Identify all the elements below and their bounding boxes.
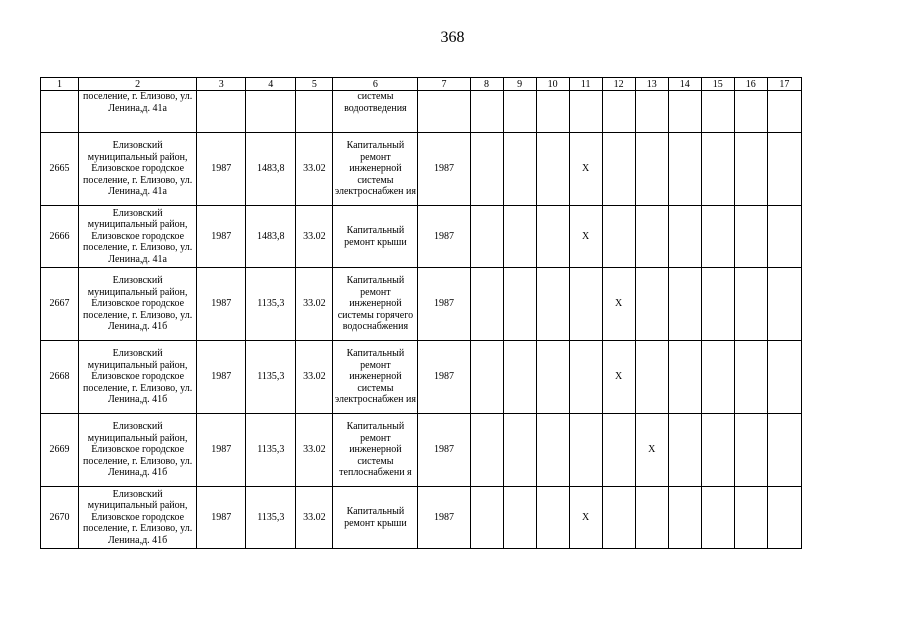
mark-cell [668, 133, 701, 206]
empty-cell [701, 91, 734, 133]
mark-cell [503, 133, 536, 206]
mark-cell: X [569, 133, 602, 206]
table-row [41, 414, 802, 487]
mark-cell [767, 133, 801, 206]
row-number-cell: 2665 [41, 133, 79, 206]
construction-year-cell: 1987 [197, 414, 246, 487]
construction-year-cell: 1987 [197, 341, 246, 414]
code-cell: 33.02 [296, 341, 333, 414]
mark-cell [734, 268, 767, 341]
row-number-cell [41, 91, 79, 133]
plan-year-cell: 1987 [418, 414, 470, 487]
mark-cell [536, 133, 569, 206]
mark-cell [569, 341, 602, 414]
mark-cell: X [635, 414, 668, 487]
mark-cell [503, 268, 536, 341]
empty-cell [246, 91, 296, 133]
work-type-cell: Капитальный ремонт инженерной системы электроснабжен ия [333, 341, 418, 414]
empty-cell [767, 91, 801, 133]
column-header: 9 [503, 78, 536, 91]
mark-cell [536, 206, 569, 268]
mark-cell [470, 206, 503, 268]
empty-cell [296, 91, 333, 133]
column-header: 6 [333, 78, 418, 91]
mark-cell [602, 133, 635, 206]
mark-cell [635, 341, 668, 414]
mark-cell [536, 414, 569, 487]
mark-cell [569, 414, 602, 487]
empty-cell [503, 91, 536, 133]
area-cell: 1483,8 [246, 133, 296, 206]
mark-cell [536, 341, 569, 414]
mark-cell [734, 341, 767, 414]
area-cell: 1135,3 [246, 268, 296, 341]
column-header: 4 [246, 78, 296, 91]
row-number-cell: 2666 [41, 206, 79, 268]
mark-cell [668, 268, 701, 341]
plan-year-cell: 1987 [418, 268, 470, 341]
mark-cell: X [602, 268, 635, 341]
mark-cell [635, 268, 668, 341]
mark-cell [767, 487, 801, 549]
construction-year-cell: 1987 [197, 268, 246, 341]
registry-table [40, 77, 802, 549]
column-header: 7 [418, 78, 470, 91]
empty-cell [569, 91, 602, 133]
construction-year-cell: 1987 [197, 133, 246, 206]
column-header: 16 [734, 78, 767, 91]
address-cell: Елизовский муниципальный район, Елизовское городское поселение, г. Елизово, ул. Ленина,д. 41а [79, 206, 197, 268]
column-header: 15 [701, 78, 734, 91]
table-row [41, 341, 802, 414]
column-header: 14 [668, 78, 701, 91]
mark-cell [470, 414, 503, 487]
mark-cell: X [569, 206, 602, 268]
code-cell: 33.02 [296, 268, 333, 341]
area-cell: 1135,3 [246, 341, 296, 414]
code-cell: 33.02 [296, 206, 333, 268]
mark-cell [602, 414, 635, 487]
mark-cell [536, 487, 569, 549]
mark-cell [701, 268, 734, 341]
mark-cell [635, 206, 668, 268]
mark-cell [602, 206, 635, 268]
mark-cell [635, 133, 668, 206]
area-cell: 1135,3 [246, 487, 296, 549]
mark-cell [734, 133, 767, 206]
mark-cell [668, 414, 701, 487]
work-type-cell: Капитальный ремонт крыши [333, 487, 418, 549]
work-type-cell: Капитальный ремонт инженерной системы теплоснабжени я [333, 414, 418, 487]
address-cell: Елизовский муниципальный район, Елизовское городское поселение, г. Елизово, ул. Ленина,д. 41а [79, 133, 197, 206]
plan-year-cell: 1987 [418, 133, 470, 206]
mark-cell [503, 414, 536, 487]
plan-year-cell: 1987 [418, 341, 470, 414]
column-header: 5 [296, 78, 333, 91]
empty-cell [536, 91, 569, 133]
column-header: 12 [602, 78, 635, 91]
mark-cell [635, 487, 668, 549]
mark-cell [734, 206, 767, 268]
page-number: 368 [440, 29, 465, 46]
column-header: 13 [635, 78, 668, 91]
column-header: 17 [767, 78, 801, 91]
mark-cell [734, 414, 767, 487]
mark-cell [701, 133, 734, 206]
column-header: 3 [197, 78, 246, 91]
mark-cell [536, 268, 569, 341]
mark-cell [767, 268, 801, 341]
mark-cell [668, 341, 701, 414]
address-cell: Елизовский муниципальный район, Елизовское городское поселение, г. Елизово, ул. Ленина,д. 41б [79, 487, 197, 549]
code-cell: 33.02 [296, 133, 333, 206]
table-row [41, 268, 802, 341]
mark-cell [668, 206, 701, 268]
mark-cell [734, 487, 767, 549]
work-type-cell: Капитальный ремонт инженерной системы горячего водоснабжения [333, 268, 418, 341]
mark-cell [503, 341, 536, 414]
mark-cell: X [569, 487, 602, 549]
mark-cell [569, 268, 602, 341]
empty-cell [635, 91, 668, 133]
column-header: 1 [41, 78, 79, 91]
address-cell: поселение, г. Елизово, ул. Ленина,д. 41а [79, 91, 197, 133]
column-header: 10 [536, 78, 569, 91]
work-type-cell: системы водоотведения [333, 91, 418, 133]
table-row [41, 133, 802, 206]
mark-cell [668, 487, 701, 549]
mark-cell [767, 414, 801, 487]
mark-cell [470, 133, 503, 206]
work-type-cell: Капитальный ремонт инженерной системы электроснабжен ия [333, 133, 418, 206]
table-row [41, 206, 802, 268]
code-cell: 33.02 [296, 487, 333, 549]
plan-year-cell: 1987 [418, 206, 470, 268]
address-cell: Елизовский муниципальный район, Елизовское городское поселение, г. Елизово, ул. Ленина,д. 41б [79, 341, 197, 414]
empty-cell [470, 91, 503, 133]
mark-cell [503, 206, 536, 268]
header-row [41, 78, 802, 91]
address-cell: Елизовский муниципальный район, Елизовское городское поселение, г. Елизово, ул. Ленина,д. 41б [79, 414, 197, 487]
mark-cell [701, 487, 734, 549]
mark-cell [701, 206, 734, 268]
plan-year-cell: 1987 [418, 487, 470, 549]
column-header: 11 [569, 78, 602, 91]
row-number-cell: 2669 [41, 414, 79, 487]
empty-cell [197, 91, 246, 133]
column-header: 8 [470, 78, 503, 91]
area-cell: 1135,3 [246, 414, 296, 487]
code-cell: 33.02 [296, 414, 333, 487]
column-header: 2 [79, 78, 197, 91]
work-type-cell: Капитальный ремонт крыши [333, 206, 418, 268]
continuation-row [41, 91, 802, 133]
empty-cell [734, 91, 767, 133]
mark-cell [503, 487, 536, 549]
area-cell: 1483,8 [246, 206, 296, 268]
empty-cell [668, 91, 701, 133]
mark-cell [470, 268, 503, 341]
construction-year-cell: 1987 [197, 206, 246, 268]
row-number-cell: 2670 [41, 487, 79, 549]
mark-cell [767, 206, 801, 268]
mark-cell [701, 341, 734, 414]
empty-cell [418, 91, 470, 133]
mark-cell [470, 487, 503, 549]
table-row [41, 487, 802, 549]
mark-cell [602, 487, 635, 549]
empty-cell [602, 91, 635, 133]
mark-cell [701, 414, 734, 487]
mark-cell [767, 341, 801, 414]
mark-cell [470, 341, 503, 414]
row-number-cell: 2668 [41, 341, 79, 414]
row-number-cell: 2667 [41, 268, 79, 341]
address-cell: Елизовский муниципальный район, Елизовское городское поселение, г. Елизово, ул. Ленина,д. 41б [79, 268, 197, 341]
construction-year-cell: 1987 [197, 487, 246, 549]
mark-cell: X [602, 341, 635, 414]
